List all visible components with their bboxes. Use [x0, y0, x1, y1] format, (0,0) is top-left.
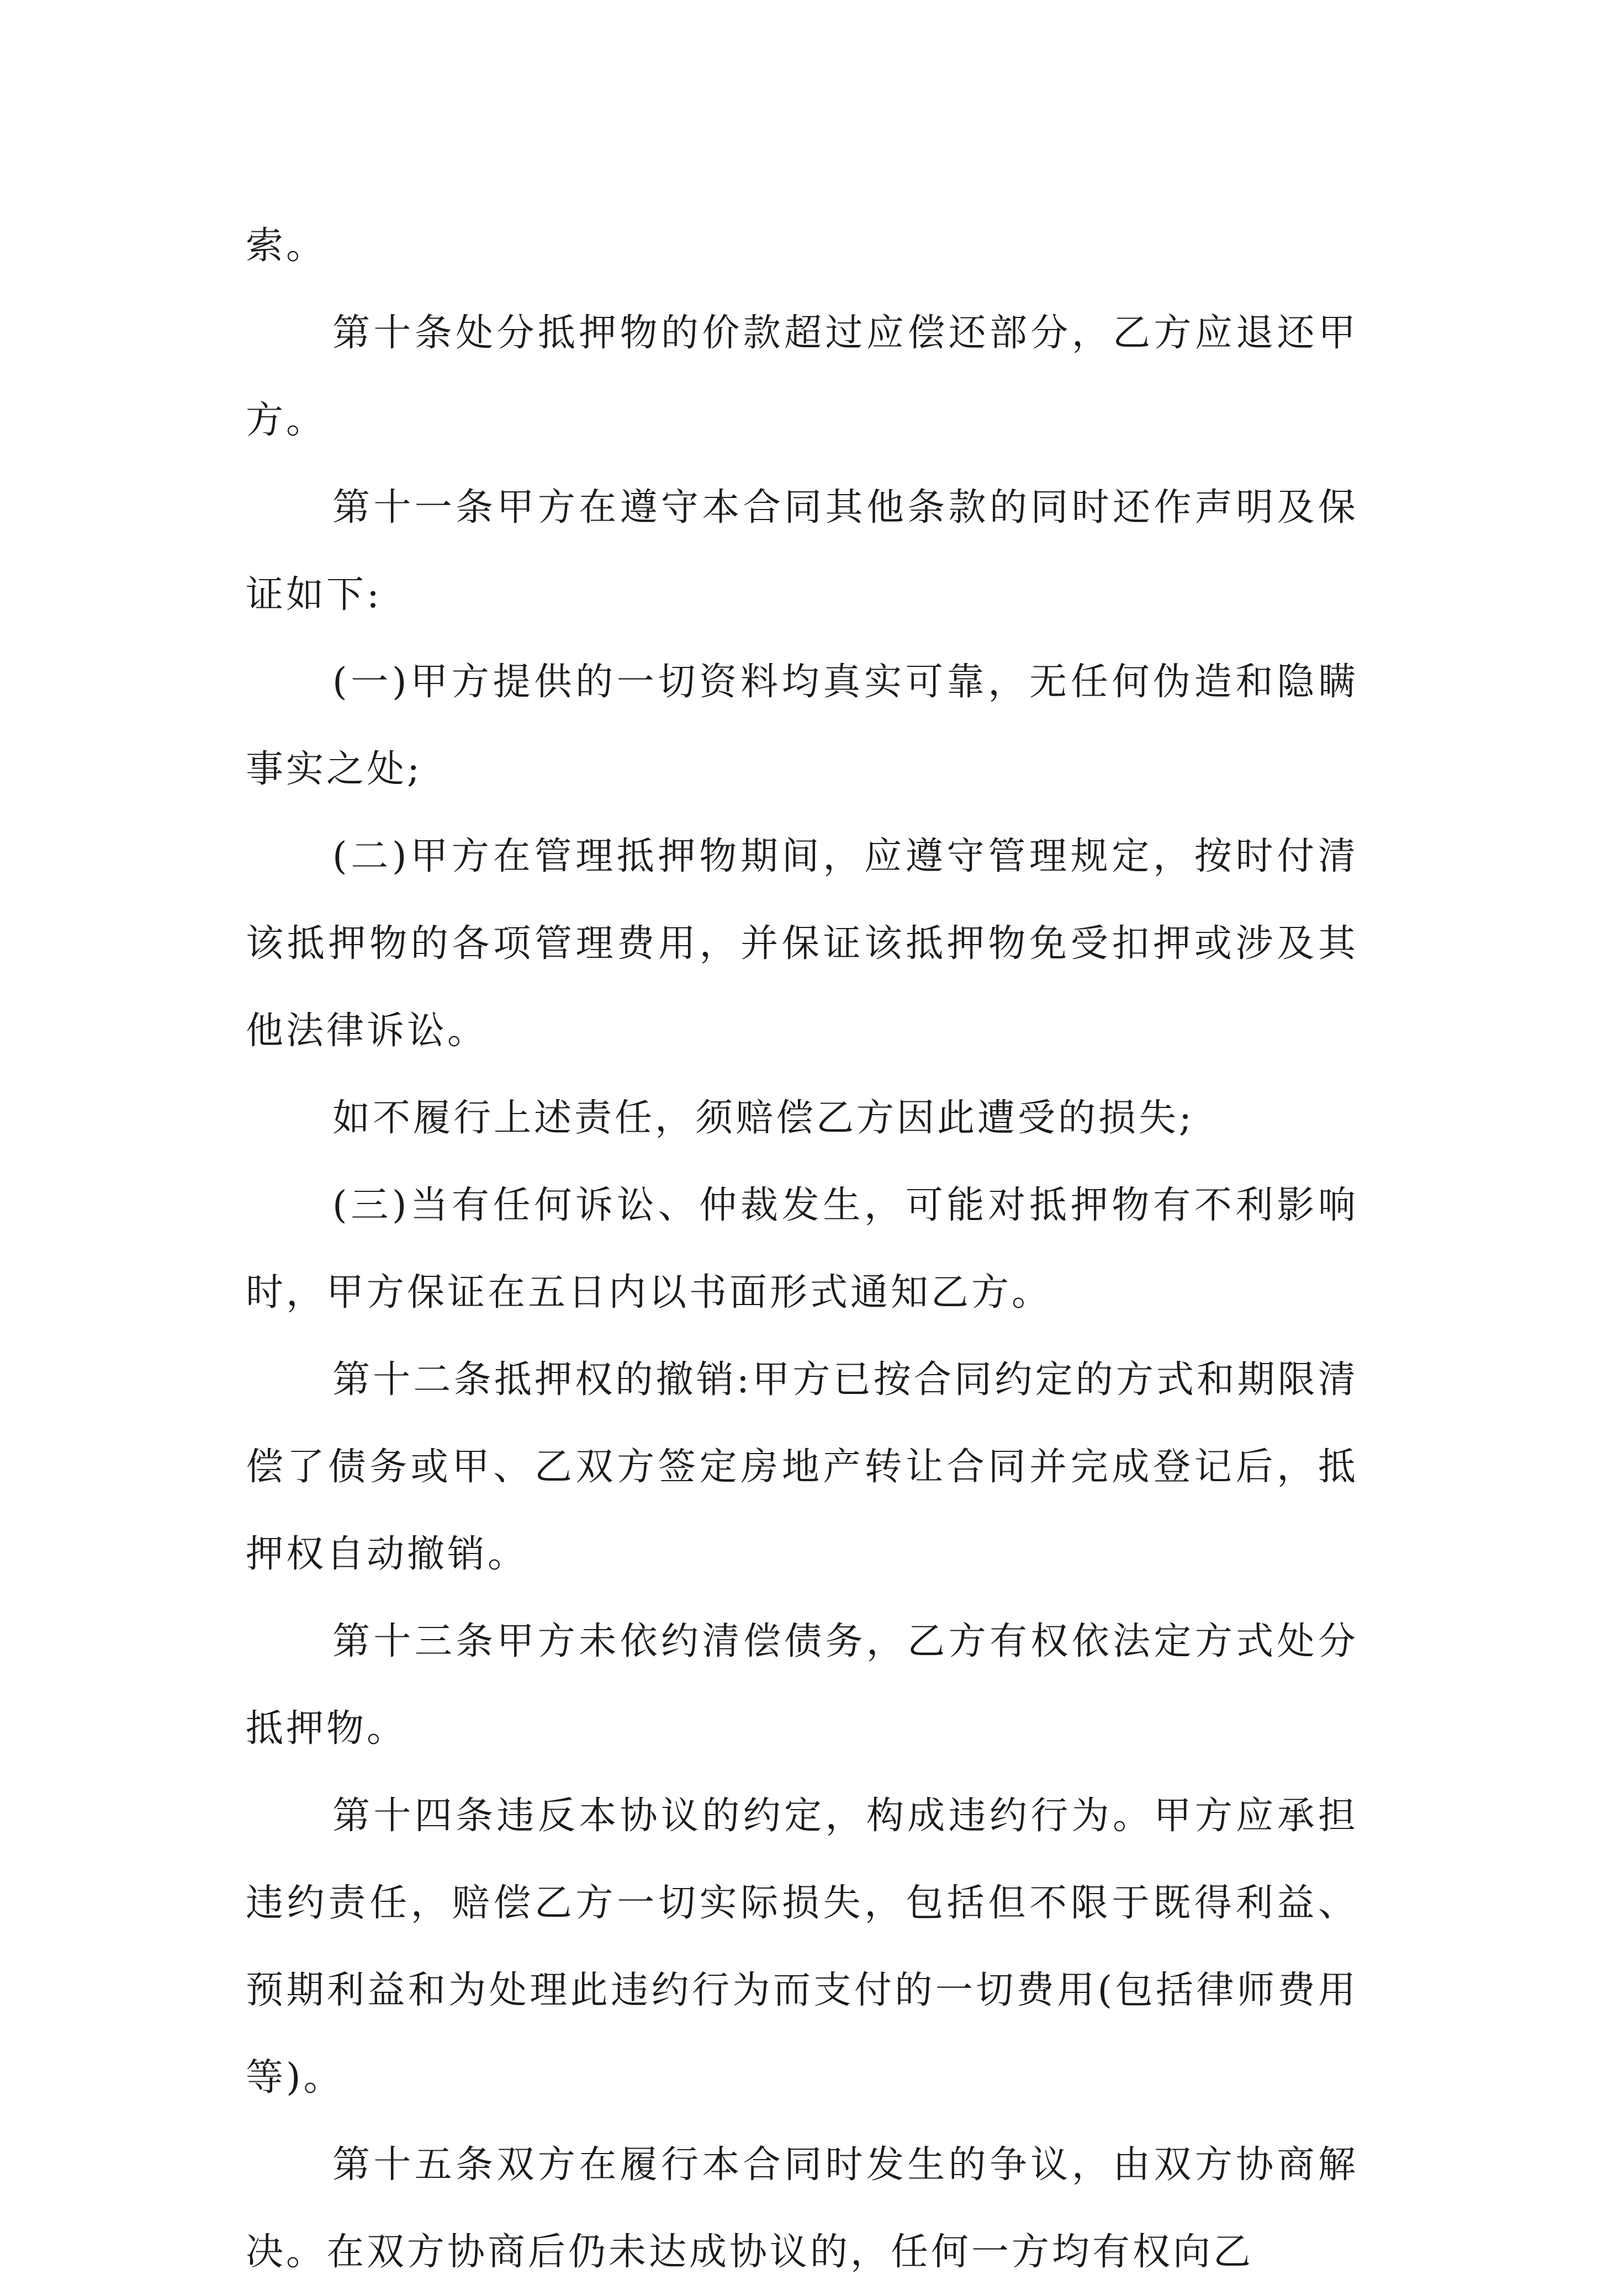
paragraph-article-12: 第十二条抵押权的撤销:甲方已按合同约定的方式和期限清偿了债务或甲、乙双方签定房地产转让合同并完成登记后，抵押权自动撤销。	[246, 1358, 1358, 1576]
paragraph-continuation: 索。	[246, 224, 327, 268]
paragraph-article-11: 第十一条甲方在遵守本合同其他条款的同时还作声明及保证如下:	[246, 486, 1358, 617]
paragraph-article-15: 第十五条双方在履行本合同时发生的争议，由双方协商解决。在双方协商后仍未达成协议的，任何一方均有权向乙	[246, 2143, 1358, 2274]
paragraph-article-11-item-2: (二)甲方在管理抵押物期间，应遵守管理规定，按时付清该抵押物的各项管理费用，并保证该抵押物免受扣押或涉及其他法律诉讼。	[246, 835, 1358, 1053]
paragraph-article-14: 第十四条违反本协议的约定，构成违约行为。甲方应承担违约责任，赔偿乙方一切实际损失，包括但不限于既得利益、预期利益和为处理此违约行为而支付的一切费用(包括律师费用等)。	[246, 1794, 1358, 2099]
paragraph-liability-note: 如不履行上述责任，须赔偿乙方因此遭受的损失;	[332, 1096, 1194, 1140]
document-body	[246, 203, 1358, 2296]
paragraph-article-11-item-3: (三)当有任何诉讼、仲裁发生，可能对抵押物有不利影响时，甲方保证在五日内以书面形式通知乙方。	[246, 1184, 1358, 1314]
paragraph-article-13: 第十三条甲方未依约清偿债务，乙方有权依法定方式处分抵押物。	[246, 1620, 1358, 1751]
paragraph-article-10: 第十条处分抵押物的价款超过应偿还部分，乙方应退还甲方。	[246, 311, 1358, 442]
paragraph-article-11-item-1: (一)甲方提供的一切资料均真实可靠，无任何伪造和隐瞒事实之处;	[246, 660, 1358, 791]
